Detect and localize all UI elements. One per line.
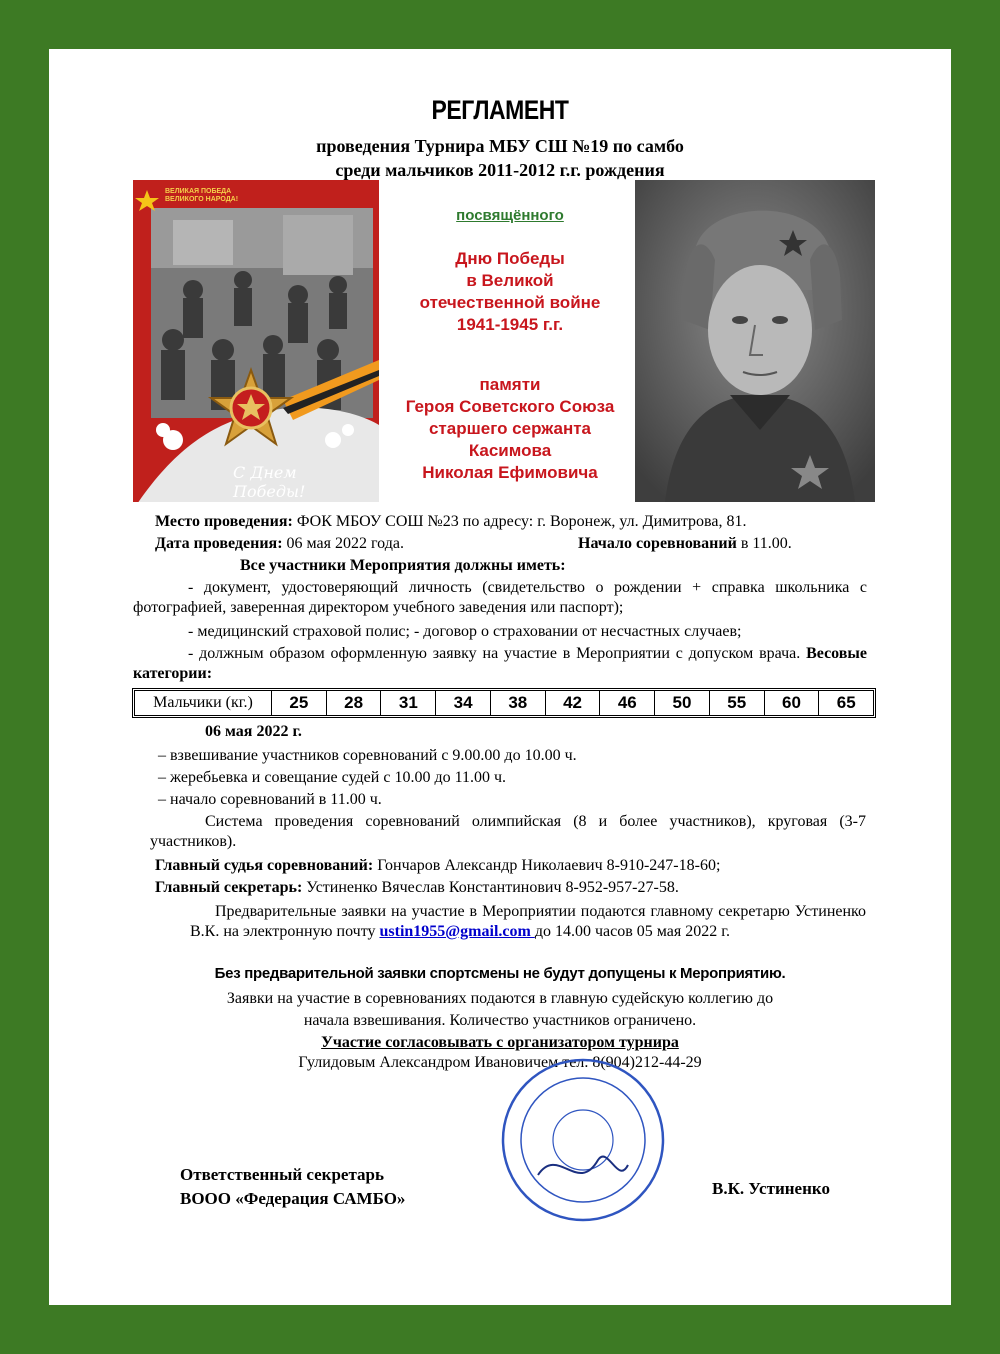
chief-secretary-line	[155, 878, 875, 898]
requirement-1: - документ, удостоверяющий личность (свидетельство о рождении + справка школьника с фотографией, заверенная директором учебного заведения или паспорт);	[133, 579, 867, 616]
weight-cell: 65	[836, 693, 856, 712]
chief-judge-label: Главный судья соревнований:	[155, 857, 374, 874]
applications-line-1: Заявки на участие в соревнованиях подаются в главную судейскую коллегию до	[226, 990, 774, 1007]
date-label: Дата проведения:	[155, 535, 283, 552]
signature-role-2: ВООО «Федерация САМБО»	[180, 1189, 406, 1208]
schedule-date	[205, 722, 302, 742]
applications-deadline: до 14.00 часов 05 мая 2022 г.	[534, 923, 730, 940]
schedule-item-3: – начало соревнований в 11.00 ч.	[158, 791, 382, 808]
victory-line-4: 1941-1945 г.г.	[456, 315, 564, 334]
chief-secretary-value: Устиненко Вячеслав Константинович 8-952-957-27-58.	[302, 879, 679, 896]
schedule-item-1: – взвешивание участников соревнований с 9.00.00 до 10.00 ч.	[158, 747, 577, 764]
weight-heading: Весовые категории:	[133, 645, 868, 682]
victory-line-1: Дню Победы	[455, 249, 565, 268]
victory-day-poster	[133, 180, 379, 502]
document-subtitle-2: среди мальчиков 2011-2012 г.г. рождения	[335, 160, 665, 180]
chief-judge-value: Гончаров Александр Николаевич 8-910-247-18-60;	[373, 857, 721, 874]
document-title: РЕГЛАМЕНТ	[431, 95, 569, 125]
venue-label: Место проведения:	[155, 513, 293, 530]
weight-cell: 25	[272, 691, 327, 715]
chief-judge-line	[155, 856, 875, 876]
weight-cell: 34	[436, 691, 491, 715]
organizer-contact: Гулидовым Александром Ивановичем тел. 8(904)212-44-29	[298, 1054, 702, 1071]
requirement-3	[133, 644, 867, 684]
weight-cell: 60	[765, 691, 820, 715]
weight-cell: 38	[491, 691, 546, 715]
no-application-notice: Без предварительной заявки спортсмены не будут допущены к Мероприятию.	[214, 965, 786, 982]
applications-text: Предварительные заявки на участие в Мероприятии подаются главному секретарю Устиненко В.К. на электронную почту	[190, 903, 866, 940]
applications-line-2: начала взвешивания. Количество участников ограничено.	[303, 1012, 697, 1029]
memory-line-1: памяти	[479, 375, 541, 394]
start-label: Начало соревнований	[578, 535, 737, 552]
federation-stamp	[498, 1055, 668, 1225]
poster-banner-text: ВЕЛИКАЯ ПОБЕДА ВЕЛИКОГО НАРОДА!	[165, 188, 239, 203]
chief-secretary-label: Главный секретарь:	[155, 879, 303, 896]
signature-role-1: Ответственный секретарь	[180, 1165, 384, 1184]
memory-line-4: Касимова	[468, 441, 552, 460]
email-link[interactable]: ustin1955@gmail.com	[379, 923, 535, 940]
victory-dedication	[390, 248, 630, 336]
victory-line-3: отечественной войне	[419, 293, 601, 312]
document-subtitle-1: проведения Турнира МБУ СШ №19 по самбо	[316, 136, 684, 156]
weight-cell: 55	[710, 691, 765, 715]
required-heading-text: Все участники Мероприятия должны иметь:	[240, 557, 566, 574]
poster-illustration	[133, 180, 379, 502]
venue-value: ФОК МБОУ СОШ №23 по адресу: г. Воронеж, ул. Димитрова, 81.	[292, 513, 747, 530]
memory-line-3: старшего сержанта	[428, 419, 592, 438]
start-line	[578, 534, 878, 554]
competition-system: Система проведения соревнований олимпийская (8 и более участников), круговая (3-7 участников).	[150, 813, 866, 850]
requirement-3-text: - должным образом оформленную заявку на участие в Мероприятии с допуском врача.	[188, 645, 801, 662]
coordinate-heading: Участие согласовывать с организатором турнира	[321, 1034, 679, 1051]
signature-name: В.К. Устиненко	[712, 1179, 830, 1198]
required-heading	[240, 556, 840, 576]
memory-dedication	[390, 374, 630, 484]
weight-cell: 31	[381, 691, 436, 715]
date-value: 06 мая 2022 года.	[282, 535, 404, 552]
hero-portrait-photo	[635, 180, 875, 502]
dedicated-label: посвящённого	[456, 207, 564, 224]
weight-cell: 42	[546, 691, 601, 715]
memory-line-5: Николая Ефимовича	[422, 463, 598, 482]
venue-line	[155, 512, 875, 532]
weight-cell: 46	[600, 691, 655, 715]
schedule-date-text: 06 мая 2022 г.	[205, 723, 302, 740]
weight-cell: 50	[655, 691, 710, 715]
memory-line-2: Героя Советского Союза	[405, 397, 615, 416]
victory-line-2: в Великой	[466, 271, 554, 290]
start-value: в 11.00.	[736, 535, 792, 552]
requirement-2: - медицинский страховой полис; - договор о страховании от несчастных случаев;	[188, 623, 742, 640]
weight-cell: 28	[327, 691, 382, 715]
applications-paragraph	[190, 902, 866, 942]
date-line	[155, 534, 535, 554]
stamp-seal-icon	[498, 1055, 668, 1225]
schedule-item-2: – жеребьевка и совещание судей с 10.00 до 11.00 ч.	[158, 769, 507, 786]
portrait-illustration	[635, 180, 875, 502]
weight-row-label: Мальчики (кг.)	[135, 691, 272, 715]
poster-greeting-text: С Днем Победы!	[233, 463, 306, 501]
weight-categories-table	[132, 688, 876, 718]
